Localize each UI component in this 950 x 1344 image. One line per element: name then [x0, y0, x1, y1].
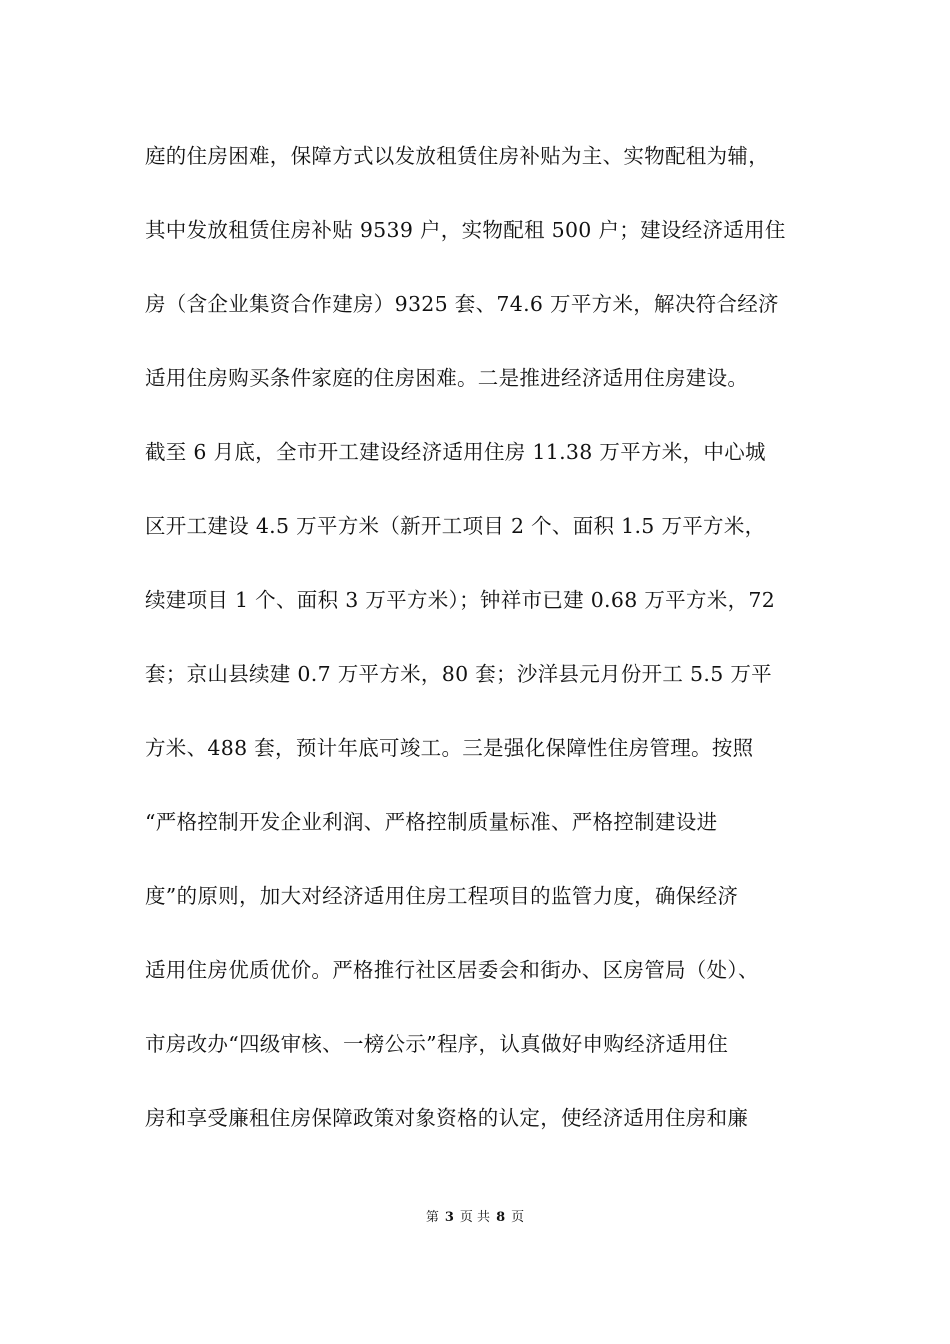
text-line: 其中发放租赁住房补贴 9539 户，实物配租 500 户；建设经济适用住: [145, 218, 786, 242]
text-line: 房（含企业集资合作建房）9325 套、74.6 万平方米，解决符合经济: [145, 292, 779, 316]
text-line: 度”的原则，加大对经济适用住房工程项目的监管力度，确保经济: [145, 884, 739, 908]
text-line: 区开工建设 4.5 万平方米（新开工项目 2 个、面积 1.5 万平方米，: [145, 514, 766, 538]
current-page-number: 3: [444, 1210, 454, 1225]
text-line: 适用住房优质优价。严格推行社区居委会和街办、区房管局（处）、: [145, 958, 759, 982]
page-footer: [0, 1208, 950, 1228]
text-line: 庭的住房困难，保障方式以发放租赁住房补贴为主、实物配租为辅，: [145, 144, 769, 168]
text-line: 截至 6 月底，全市开工建设经济适用住房 11.38 万平方米，中心城: [145, 440, 766, 464]
text-line: 续建项目 1 个、面积 3 万平方米）；钟祥市已建 0.68 万平方米，72: [145, 588, 776, 612]
footer-middle: 页 共: [459, 1210, 491, 1225]
footer-suffix: 页: [511, 1210, 525, 1225]
text-line: 套；京山县续建 0.7 万平方米，80 套；沙洋县元月份开工 5.5 万平: [145, 662, 772, 686]
text-line: 市房改办“四级审核、一榜公示”程序，认真做好申购经济适用住: [145, 1032, 729, 1056]
body-text: [145, 131, 835, 1167]
text-line: “严格控制开发企业利润、严格控制质量标准、严格控制建设进: [145, 810, 718, 834]
text-line: 房和享受廉租住房保障政策对象资格的认定，使经济适用住房和廉: [145, 1106, 749, 1130]
text-line: 方米、488 套，预计年底可竣工。三是强化保障性住房管理。按照: [145, 736, 754, 760]
text-line: 适用住房购买条件家庭的住房困难。二是推进经济适用住房建设。: [145, 366, 749, 390]
total-pages-number: 8: [496, 1210, 506, 1225]
footer-prefix: 第: [425, 1210, 439, 1225]
